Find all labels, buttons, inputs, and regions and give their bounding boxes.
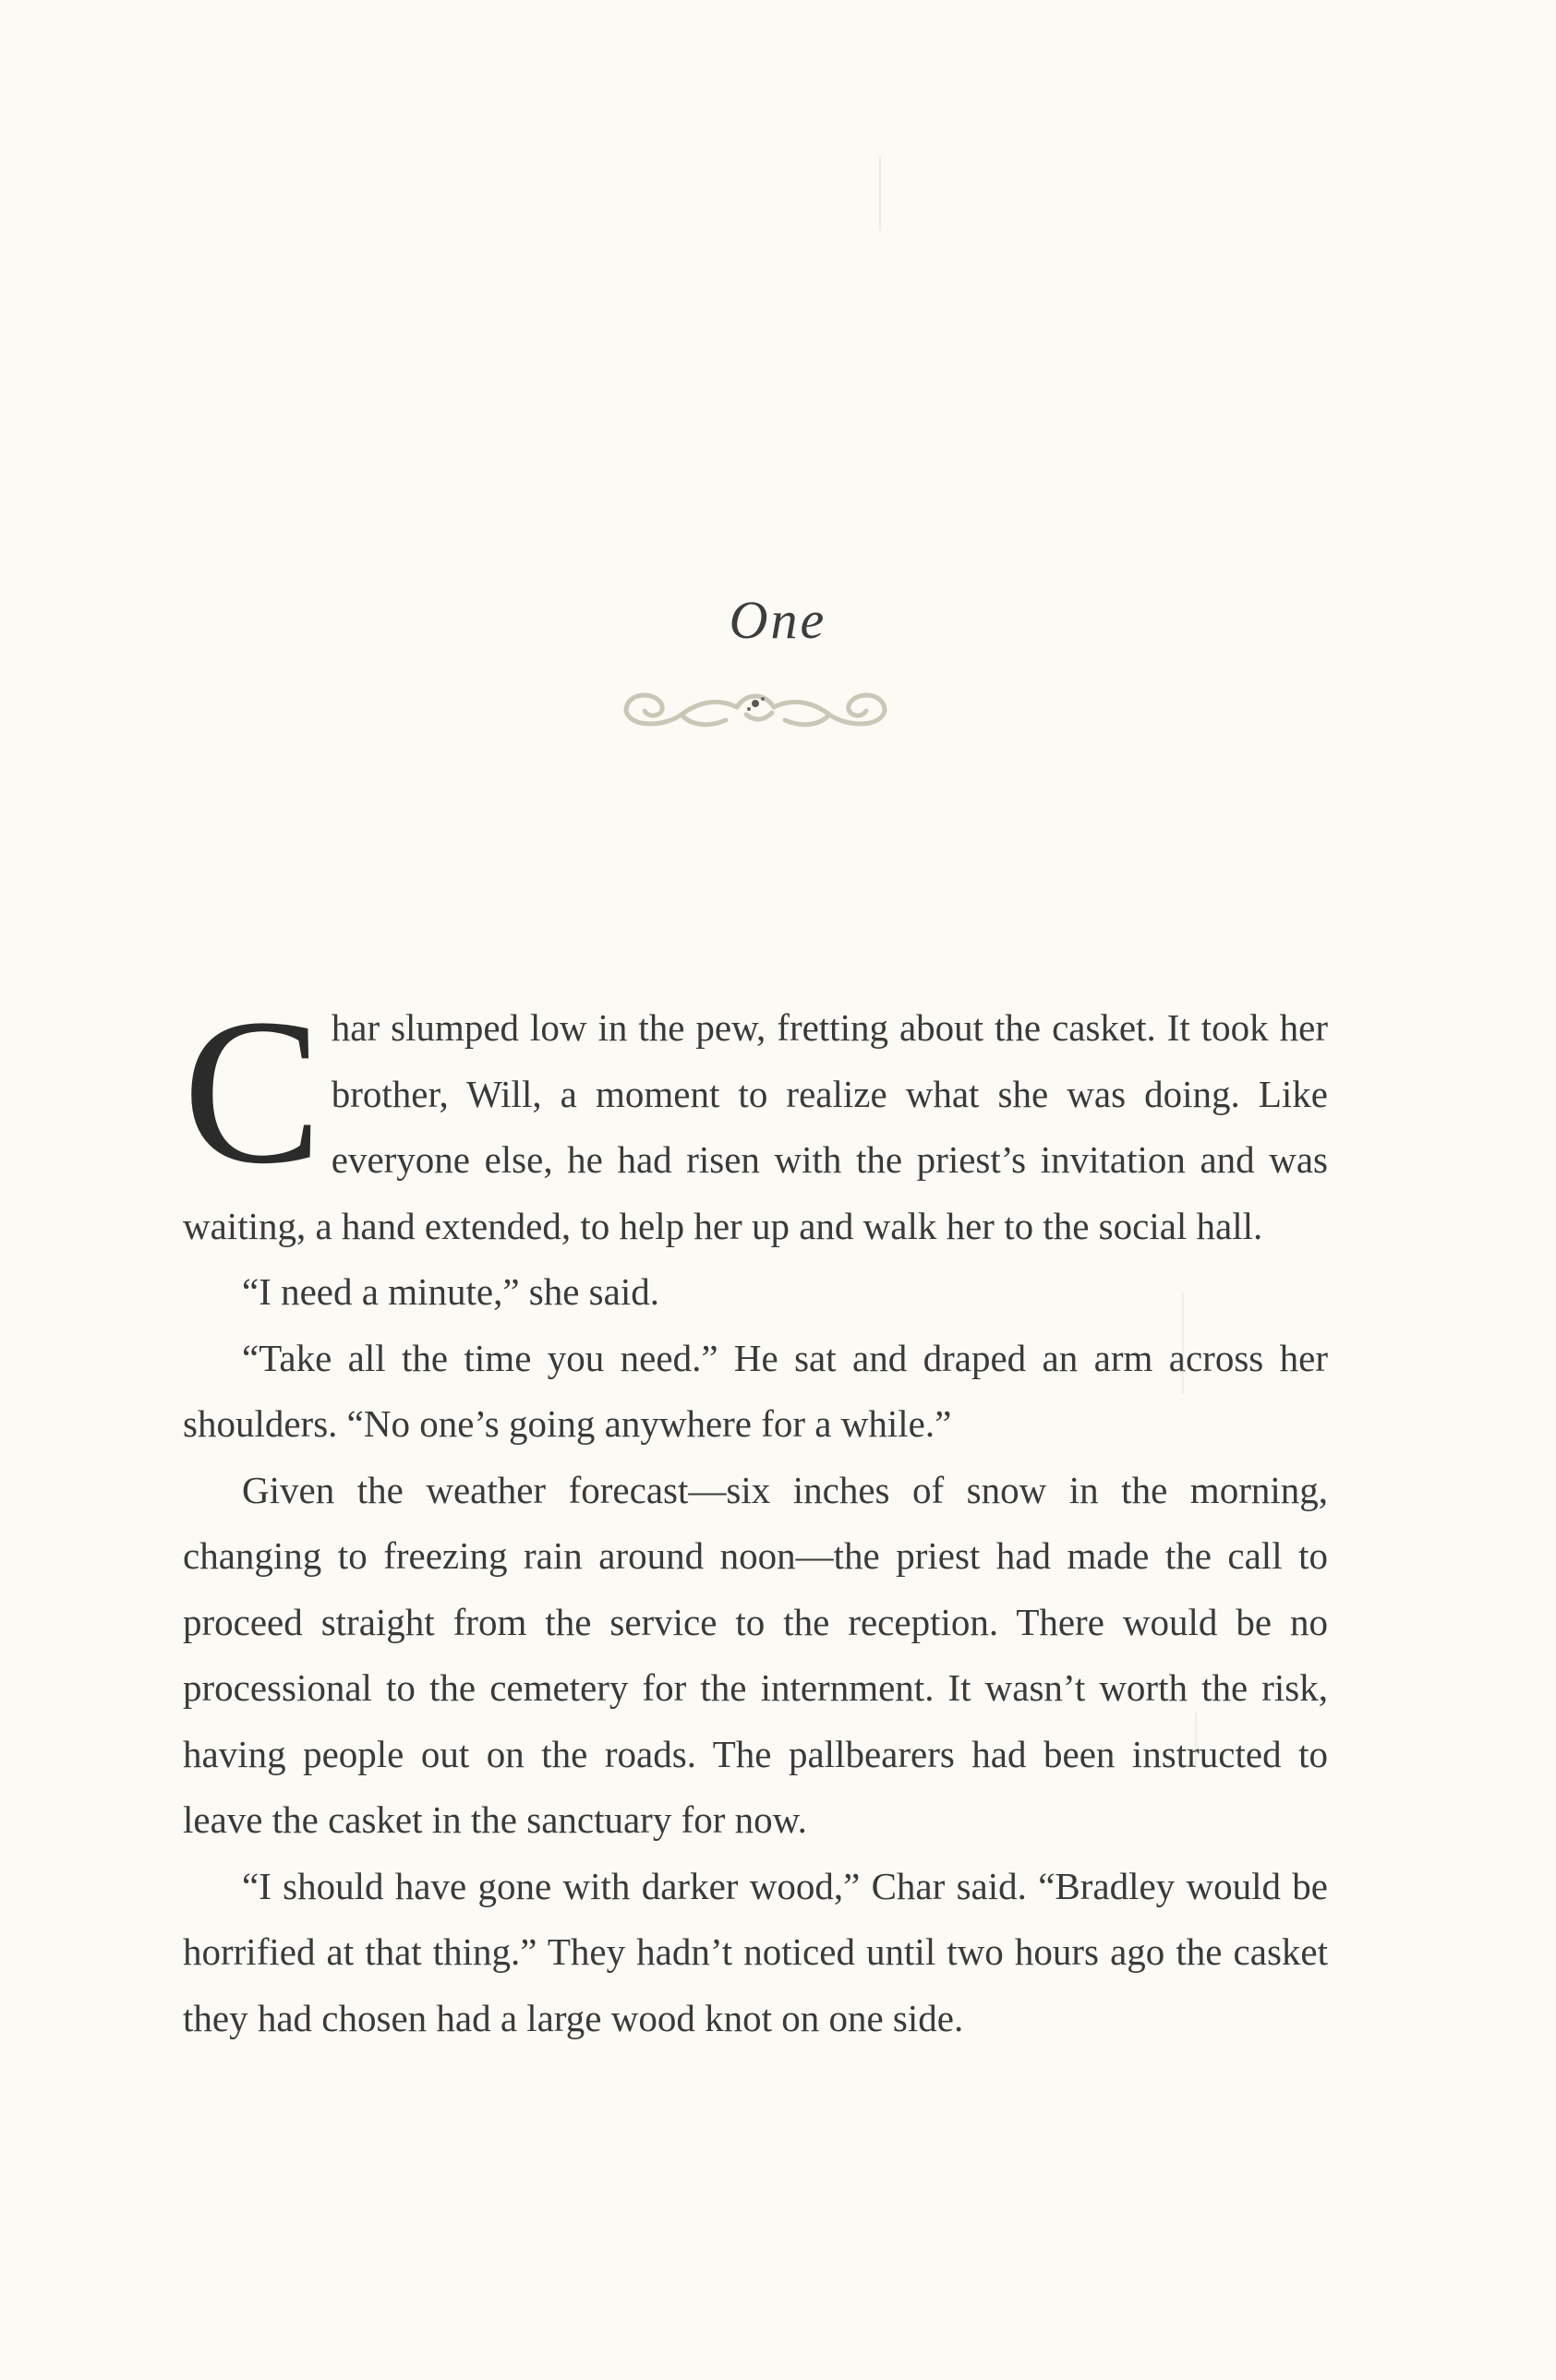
paragraph-4: Given the weather forecast—six inches of snow in the morning, changing to freezing rain around noon—the priest had made the call to proceed straight from the service to the reception. There would be no processional to the cemetery for the internment. It wasn’t worth the risk, having people out on the roads. The pallbearers had been instructed to leave the casket in the sanctuary for now.	[183, 1468, 1328, 1841]
chapter-title: One	[729, 590, 827, 650]
chapter-body	[183, 976, 1328, 2051]
paragraph-2: “I need a minute,” she said.	[242, 1270, 659, 1313]
drop-cap: C	[183, 976, 322, 1207]
paragraph-5: “I should have gone with darker wood,” Char said. “Bradley would be horrified at that thing.” They hadn’t noticed until two hours ago the casket they had chosen had a large wood knot on one side.	[183, 1864, 1328, 2039]
paragraph-3: “Take all the time you need.” He sat and draped an arm across her shoulders. “No one’s going anywhere for a while.”	[183, 1336, 1328, 1445]
scan-mark	[879, 157, 881, 231]
paragraph-1	[183, 976, 1328, 1259]
paragraph-1-text: har slumped low in the pew, fretting about the casket. It took her brother, Will, a moment to realize what she was doing. Like everyone else, he had risen with the priest’s invitation and was waiting, a hand extended, to help her up and walk her to the social hall.	[183, 1006, 1328, 1247]
scan-mark	[1182, 1292, 1184, 1394]
scan-mark	[1195, 1713, 1197, 1768]
flourish-ornament-icon	[617, 674, 894, 739]
